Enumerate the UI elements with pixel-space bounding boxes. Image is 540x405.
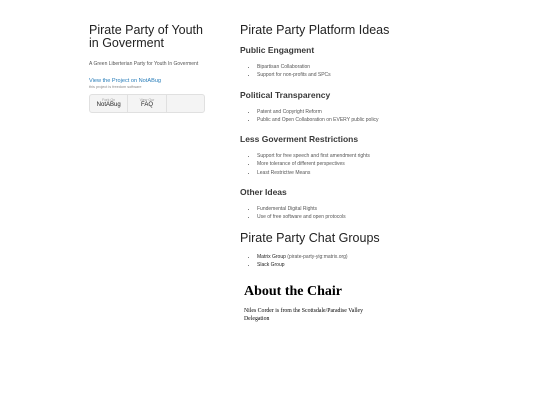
- site-header: [89, 24, 205, 113]
- section-list-other-ideas: [240, 205, 346, 222]
- view-project-link[interactable]: View the Project on NotABug: [89, 78, 162, 84]
- list-item: • Fundemental Digital Rights: [257, 205, 346, 213]
- about-chair-heading: About the Chair: [244, 284, 343, 299]
- list-item: • Support for free speech and first amendment rights: [257, 152, 370, 160]
- list-item: • Patent and Copyright Reform: [257, 108, 379, 116]
- section-list-public-engagment: [240, 63, 331, 80]
- chat-item-slack[interactable]: [257, 261, 348, 269]
- platform-heading: Pirate Party Platform Ideas: [240, 23, 390, 37]
- chat-item-name[interactable]: Slack Group: [257, 262, 285, 269]
- chat-groups-heading: Pirate Party Chat Groups: [240, 231, 380, 245]
- fork-notabug-button[interactable]: [90, 95, 128, 112]
- site-tagline: A Green Liberterian Party for Youth In Goverment: [89, 61, 199, 67]
- list-item: • Public and Open Collaboration on EVERY public policy: [257, 116, 379, 124]
- list-item: • More tolerance of different perspectives: [257, 160, 370, 168]
- section-title-public-engagment: Public Engagment: [240, 45, 315, 55]
- about-chair-text: Niles Corder is from the Scottsdale/Paradise Valley Delegation: [244, 308, 364, 322]
- fork-button-label: NotABug: [96, 102, 121, 108]
- faq-button-caption: View Our: [139, 98, 155, 102]
- section-list-political-transparency: [240, 108, 379, 125]
- chat-groups-list: [240, 253, 348, 270]
- empty-button[interactable]: [167, 95, 204, 112]
- chat-item-matrix[interactable]: [257, 253, 348, 261]
- faq-button-label: FAQ: [140, 102, 153, 108]
- download-buttons: [89, 94, 205, 113]
- section-title-less-goverment-restrictions: Less Goverment Restrictions: [240, 134, 359, 144]
- section-title-other-ideas: Other Ideas: [240, 187, 287, 197]
- chat-item-detail: (pirate-party-yig:matrix.org): [287, 254, 348, 260]
- hosted-note: this project is freedom software: [89, 85, 142, 89]
- list-item: • Support for non-profits and SPCs: [257, 71, 331, 79]
- list-item: • Use of free software and open protocols: [257, 213, 346, 221]
- section-title-political-transparency: Political Transparency: [240, 90, 331, 100]
- list-item: • Least Restrictive Means: [257, 169, 370, 177]
- chat-item-name[interactable]: Matrix Group: [257, 254, 286, 260]
- list-item: • Bipartisan Collaboration: [257, 63, 331, 71]
- section-list-less-goverment-restrictions: [240, 152, 370, 177]
- site-title: Pirate Party of Youth in Goverment: [89, 23, 203, 50]
- faq-button[interactable]: [128, 95, 166, 112]
- fork-button-caption: Fork On: [102, 98, 116, 102]
